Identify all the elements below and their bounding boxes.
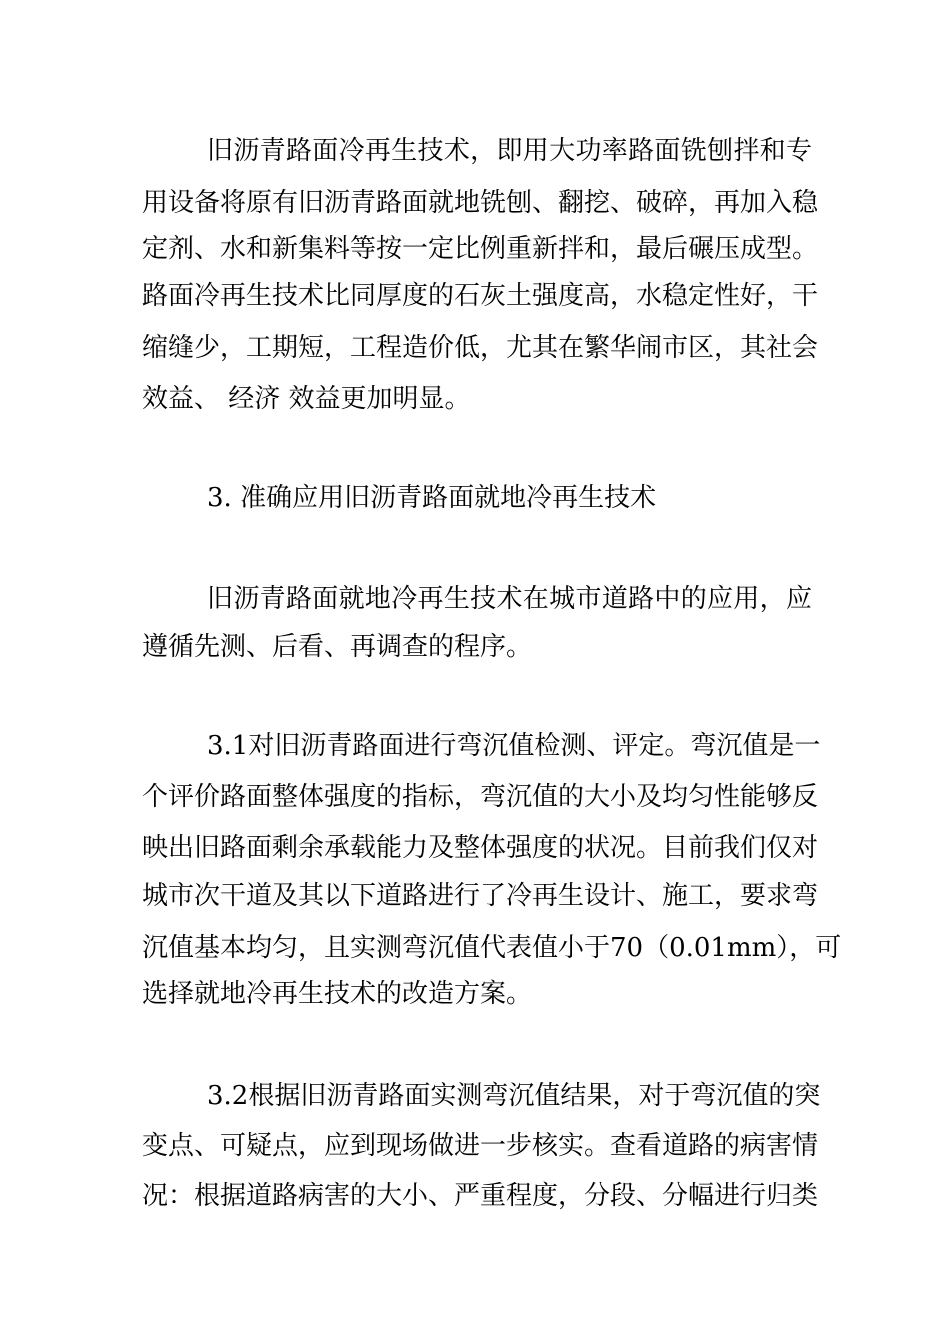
paragraph-1-line-4: 路面冷再生技术比同厚度的石灰土强度高，水稳定性好，干 bbox=[142, 281, 819, 311]
section-heading-3: 3. 准确应用旧沥青路面就地冷再生技术 bbox=[207, 483, 657, 513]
paragraph-1-line-3: 定剂、水和新集料等按一定比例重新拌和，最后碾压成型。 bbox=[142, 234, 819, 264]
paragraph-2-line-1: 旧沥青路面就地冷再生技术在城市道路中的应用，应 bbox=[207, 584, 812, 614]
paragraph-4-line-1: 3.2根据旧沥青路面实测弯沉值结果，对于弯沉值的突 bbox=[207, 1081, 821, 1111]
paragraph-4-line-2: 变点、可疑点，应到现场做进一步核实。查看道路的病害情 bbox=[142, 1131, 819, 1161]
paragraph-3-line-4: 城市次干道及其以下道路进行了冷再生设计、施工，要求弯 bbox=[142, 881, 819, 911]
paragraph-3-line-5: 沉值基本均匀，且实测弯沉值代表值小于70（0.01mm），可 bbox=[142, 933, 842, 963]
paragraph-3-line-1: 3.1对旧沥青路面进行弯沉值检测、评定。弯沉值是一 bbox=[207, 731, 821, 761]
paragraph-4-line-3: 况：根据道路病害的大小、严重程度，分段、分幅进行归类 bbox=[142, 1181, 819, 1211]
paragraph-3-line-2: 个评价路面整体强度的指标，弯沉值的大小及均匀性能够反 bbox=[142, 782, 819, 812]
paragraph-2-line-2: 遵循先测、后看、再调查的程序。 bbox=[142, 632, 533, 662]
paragraph-1-line-2: 用设备将原有旧沥青路面就地铣刨、翻挖、破碎，再加入稳 bbox=[142, 188, 819, 218]
paragraph-3-line-6: 选择就地冷再生技术的改造方案。 bbox=[142, 979, 533, 1009]
paragraph-1-line-1: 旧沥青路面冷再生技术，即用大功率路面铣刨拌和专 bbox=[207, 136, 812, 166]
paragraph-1-line-6: 效益、 经济 效益更加明显。 bbox=[142, 384, 471, 414]
paragraph-1-line-5: 缩缝少，工期短，工程造价低，尤其在繁华闹市区，其社会 bbox=[142, 333, 819, 363]
paragraph-3-line-3: 映出旧路面剩余承载能力及整体强度的状况。目前我们仅对 bbox=[142, 833, 819, 863]
